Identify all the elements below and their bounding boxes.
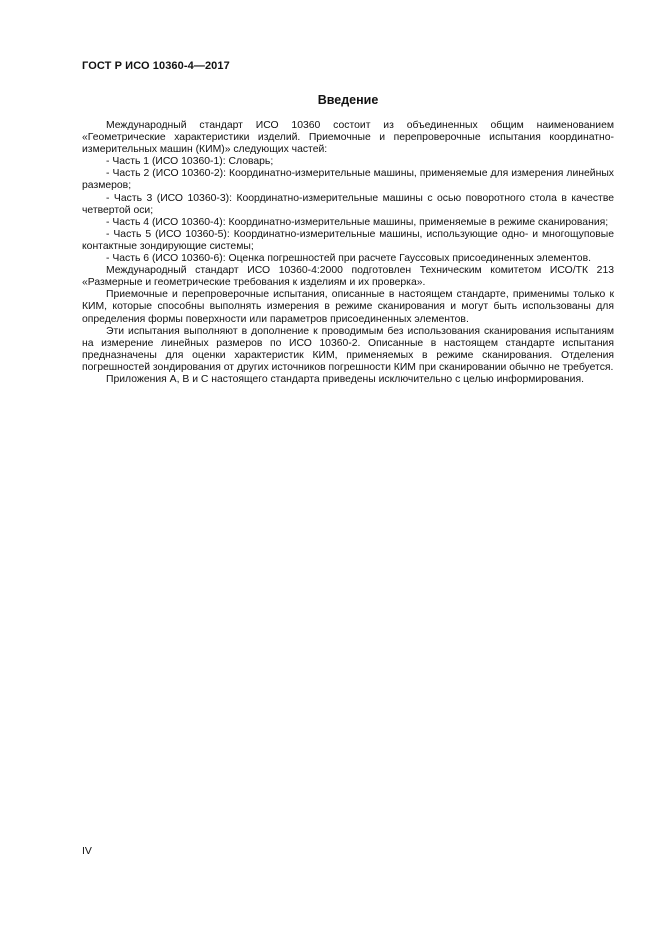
paragraph-annexes: Приложения А, В и С настоящего стандарта приведены исключительно с целью информирования.	[106, 373, 584, 385]
list-item-part-4: - Часть 4 (ИСО 10360-4): Координатно-измерительные машины, применяемые в режиме сканирования;	[106, 216, 609, 228]
paragraph-tests: Эти испытания выполняют в дополнение к проводимым без использования сканирования испытаниям на измерение линейных размеров по ИСО 10360-2. Описанные в настоящем стандарте испытания предназначены для оценки характеристик КИМ, применяемых в режиме сканирования. Отделения погрешностей зондирования от других источников погрешности КИМ при сканировании обычно не требуется.	[82, 325, 614, 373]
list-item-part-2: - Часть 2 (ИСО 10360-2): Координатно-измерительные машины, применяемые для измерения линейных размеров;	[82, 168, 614, 192]
paragraph-applicability: Приемочные и перепроверочные испытания, описанные в настоящем стандарте, применимы только к КИМ, которые способны выполнять измерения в режиме сканирования и могут быть использованы для определения формы поверхности или параметров присоединенных элементов.	[82, 289, 614, 325]
list-item-part-3: - Часть 3 (ИСО 10360-3): Координатно-измерительные машины с осью поворотного стола в качестве четвертой оси;	[82, 192, 614, 216]
section-title: Введение	[317, 93, 379, 107]
list-item-part-6: - Часть 6 (ИСО 10360-6): Оценка погрешностей при расчете Гауссовых присоединенных элементов.	[106, 253, 591, 265]
paragraph-committee: Международный стандарт ИСО 10360-4:2000 подготовлен Техническим комитетом ИСО/ТК 213 «Размерные и геометрические требования к изделиям и их проверка».	[82, 265, 614, 289]
document-header: ГОСТ Р ИСО 10360-4—2017	[82, 60, 230, 72]
list-item-part-1: - Часть 1 (ИСО 10360-1): Словарь;	[106, 156, 274, 168]
body-text	[82, 120, 614, 386]
page-number: IV	[82, 845, 92, 857]
paragraph-intro: Международный стандарт ИСО 10360 состоит из объединенных общим наименованием «Геометрические характеристики изделий. Приемочные и перепроверочные испытания координатно-измерительных машин (КИМ)» следующих частей:	[82, 120, 614, 156]
list-item-part-5: - Часть 5 (ИСО 10360-5): Координатно-измерительные машины, использующие одно- и многощуповые контактные зондирующие системы;	[82, 228, 614, 252]
